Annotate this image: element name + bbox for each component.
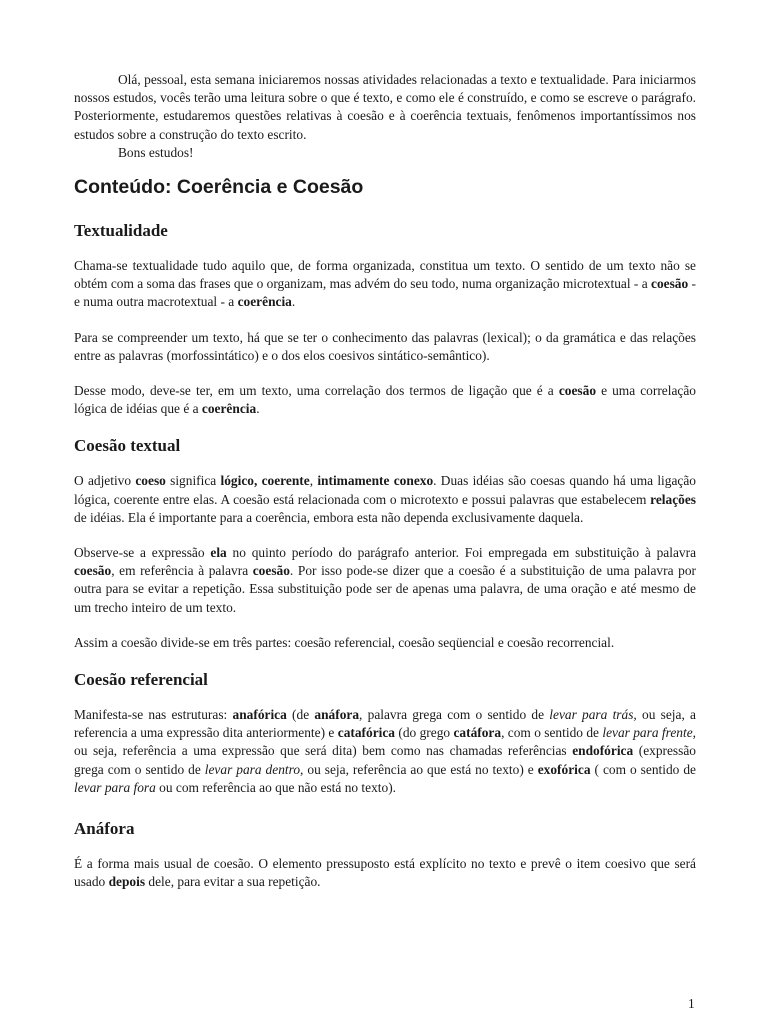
coesao-textual-paragraph-2: Observe-se a expressão ela no quinto período do parágrafo anterior. Foi empregada em substituição à palavra coesão, em referência à palavra coesão. Por isso pode-se dizer que a coesão é a substituição de uma palavra por outra para se evitar a repetição. Essa substituição pode ser de apenas uma palavra, de uma oração e até mesmo de um trecho inteiro de um texto. — [74, 545, 697, 615]
heading-textualidade: Textualidade — [74, 221, 168, 241]
intro-paragraph: Olá, pessoal, esta semana iniciaremos nossas atividades relacionadas a texto e textualidade. Para iniciarmos nossos estudos, vocês terão uma leitura sobre o que é texto, e como ele é construído, e como se escreve o parágrafo. Posteriormente, estudaremos questões relativas à coesão e à coerência textuais, fenômenos importantíssimos nos estudos sobre a construção do texto escrito. — [74, 72, 696, 142]
heading-coesao-textual: Coesão textual — [74, 436, 181, 456]
anafora-paragraph-1: É a forma mais usual de coesão. O elemento pressuposto está explícito no texto e prevê o item coesivo que será usado depois dele, para evitar a sua repetição. — [74, 856, 696, 890]
coesao-referencial-paragraph-1: Manifesta-se nas estruturas: anafórica (de anáfora, palavra grega com o sentido de levar para trás, ou seja, a referencia a uma expressão dita anteriormente) e catafórica (do grego catáfora, com o sentido de levar para frente, ou seja, referência a uma expressão que será dita) bem como nas chamadas referências endofórica (expressão grega com o sentido de levar para dentro, ou seja, referência ao que está no texto) e exofórica ( com o sentido de levar para fora ou com referência ao que não está no texto). — [74, 707, 696, 795]
coesao-textual-paragraph-1: O adjetivo coeso significa lógico, coerente, intimamente conexo. Duas idéias são coesas quando há uma ligação lógica, coerente entre elas. A coesão está relacionada com o microtexto e possui palavras que estabelecem relações de idéias. Ela é importante para a coerência, embora esta não dependa exclusivamente daquela. — [74, 473, 696, 525]
coesao-textual-paragraph-3: Assim a coesão divide-se em três partes: coesão referencial, coesão seqüencial e coesão recorrencial. — [74, 634, 615, 650]
heading-anafora: Anáfora — [74, 819, 135, 839]
page-number: 1 — [688, 996, 695, 1011]
textualidade-paragraph-1: Chama-se textualidade tudo aquilo que, de forma organizada, constitua um texto. O sentido de um texto não se obtém com a soma das frases que o organizam, mas advém do seu todo, numa organização microtextual - a coesão - e numa outra macrotextual - a coerência. — [74, 258, 696, 310]
intro-greeting: Bons estudos! — [118, 144, 194, 160]
page-title: Conteúdo: Coerência e Coesão — [74, 176, 364, 199]
textualidade-paragraph-3: Desse modo, deve-se ter, em um texto, uma correlação dos termos de ligação que é a coesão e uma correlação lógica de idéias que é a coerência. — [74, 383, 696, 417]
textualidade-paragraph-2: Para se compreender um texto, há que se ter o conhecimento das palavras (lexical); o da gramática e das relações entre as palavras (morfossintático) e o dos elos coesivos sintático-semântico). — [74, 329, 696, 363]
heading-coesao-referencial: Coesão referencial — [74, 670, 208, 690]
document-page — [74, 0, 696, 891]
